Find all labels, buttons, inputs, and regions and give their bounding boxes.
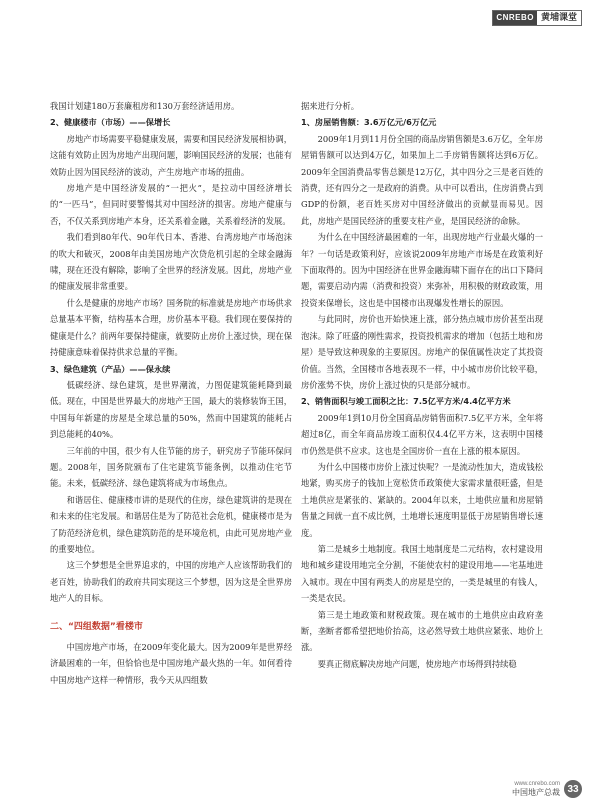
subheading: 1、房屋销售额：3.6万亿元/6万亿元 <box>301 117 437 128</box>
paragraph: 要真正彻底解决房地产问题，使房地产市场得到持续稳 <box>317 658 517 669</box>
section-title: 黄埔课堂 <box>537 11 581 25</box>
subheading: 3、绿色建筑（产品）——保永续 <box>50 363 171 374</box>
subheading: 2、销售面积与竣工面积之比：7.5亿平方米/4.4亿平方米 <box>301 396 511 407</box>
paragraph: 三年前的中国，很少有人住节能的房子，研究房子节能环保问题。2008年，国务院颁布了住宅建筑节能条例，以推动住宅节能。未来，低碳经济、绿色建筑将成为市场焦点。 <box>50 445 292 489</box>
subheading: 2、健康楼市（市场）——保增长 <box>50 117 171 128</box>
paragraph: 我们看到80年代、90年代日本、香港、台湾房地产市场泡沫的吹大和破灭，2008年由美国房地产次贷危机引起的全球金融海啸，现在还没有解除，影响了全世界的经济发展。因此，房地产业的健康发展非常重要。 <box>50 232 292 292</box>
section-badge <box>492 10 582 26</box>
brand-logo: CNREBO <box>493 11 537 25</box>
paragraph: 房地产是中国经济发展的“一把火”，是拉动中国经济增长的“一匹马”，但同时要警惕其对中国经济的损害。房地产健康与否，不仅关系到房地产本身，还关系着金融，关系着经济的发展。 <box>50 183 292 226</box>
left-column <box>50 98 292 688</box>
paragraph: 第二是城乡土地制度。我国土地制度是二元结构，农村建设用地和城乡建设用地完全分割，不能使农村的建设用地——宅基地进入城市。现在中国有两类人的房屋是空的，一类是城里的有钱人，一类是农民。 <box>301 543 543 604</box>
section-heading: 二、“四组数据”看楼市 <box>50 621 143 632</box>
page-number: 33 <box>564 780 582 798</box>
paragraph: 为什么中国楼市房价上涨过快呢？一是流动性加大，造成钱松地紧，购买房子的钱加上宽松货币政策使大家需求量很旺盛，但是土地供应是紧张的、紧缺的。2004年以来，土地供应量和房屋销售量之间就一直不成比例，土地增长速度明显低于房屋销售增长速度。 <box>301 461 543 538</box>
paragraph: 为什么在中国经济最困难的一年，出现房地产行业最火爆的一年？一句话是政策利好，应该说2009年房地产市场是在政策利好下面取得的。因为中国经济在世界金融海啸下面存在的出口下降问题，需要启动内需（消费和投资）来弥补，用积极的财政政策，用投资来保增长，这也是中国楼市出现爆发性增长的原因。 <box>301 232 543 308</box>
paragraph: 我国计划建180万套廉租房和130万套经济适用房。 <box>50 101 240 111</box>
paragraph: 低碳经济、绿色建筑，是世界潮流，力图促建筑能耗降到最低。现在，中国是世界最大的房地产王国，最大的装修装饰王国，中国每年新建的房屋是全球总量的50%，然而中国建筑的能耗占到总能耗的40%。 <box>50 379 292 440</box>
right-column <box>301 98 543 672</box>
footer-magazine-name: 中国地产总裁 <box>512 788 560 797</box>
paragraph: 和谐居住、健康楼市讲的是现代的住房，绿色建筑讲的是现在和未来的住宅发展。和谐居住是为了防范社会危机，健康楼市是为了防范经济危机，绿色建筑防范的是环境危机，由此可见房地产业的重要地位。 <box>50 494 292 554</box>
paragraph: 第三是土地政策和财税政策。现在城市的土地供应由政府垄断，垄断者都希望把地价抬高，这必然导致土地供应紧张、地价上涨。 <box>301 609 543 653</box>
paragraph: 据来进行分析。 <box>301 101 360 111</box>
paragraph: 房地产市场需要平稳健康发展，需要和国民经济发展相协调，这能有效防止因为房地产出现问题，影响国民经济的发展；也能有效防止因为国民经济的波动，产生房地产市场的扭曲。 <box>50 133 292 177</box>
paragraph: 2009年1到10月份全国商品房销售面积7.5亿平方米，全年将超过8亿，而全年商品房竣工面积仅4.4亿平方米，这表明中国楼市仍然是供不应求。这也是全国房价一直在上涨的根本原因。 <box>301 412 543 456</box>
paragraph: 与此同时，房价也开始快速上涨，部分热点城市房价甚至出现泡沫。除了旺盛的刚性需求，投资投机需求的增加（包括土地和房屋）是导致这种现象的主要原因。房地产的保值属性决定了其投资价值。当然，全国楼市各地表现不一样，中小城市房价比较平稳，房价涨势不快，房价上涨过快的只是部分城市。 <box>301 314 543 390</box>
footer-url: www.cnrebo.com <box>514 781 560 787</box>
paragraph: 这三个梦想是全世界追求的，中国的房地产人应该帮助我们的老百姓，协助我们的政府共同实现这三个梦想，因为这是全世界房地产人的目标。 <box>50 560 292 604</box>
paragraph: 什么是健康的房地产市场？国务院的标准就是房地产市场供求总量基本平衡，结构基本合理，房价基本平稳。我们现在要保持的健康是什么？前两年要保持健康，就要防止房价上涨过快，现在保持健康意味着保持供求总量的平衡。 <box>50 297 292 358</box>
paragraph: 中国房地产市场，在2009年变化最大。因为2009年是世界经济最困难的一年，但恰恰也是中国房地产最火热的一年。如何看待中国房地产这样一种情形，我今天从四组数 <box>50 642 292 685</box>
page-footer <box>512 780 582 798</box>
paragraph: 2009年1月到11月份全国的商品房销售额是3.6万亿，全年房屋销售额可以达到4万亿，如果加上二手房销售额将达到6万亿。2009年全国消费品零售总额是12万亿，其中四分之三是老百姓的消费，还有四分之一是政府的消费。从中可以看出，住房消费占到GDP的份额，老百姓买房对中国经济做出的贡献显而易见。因此，房地产是国民经济的重要支柱产业，是国民经济的命脉。 <box>301 133 543 226</box>
